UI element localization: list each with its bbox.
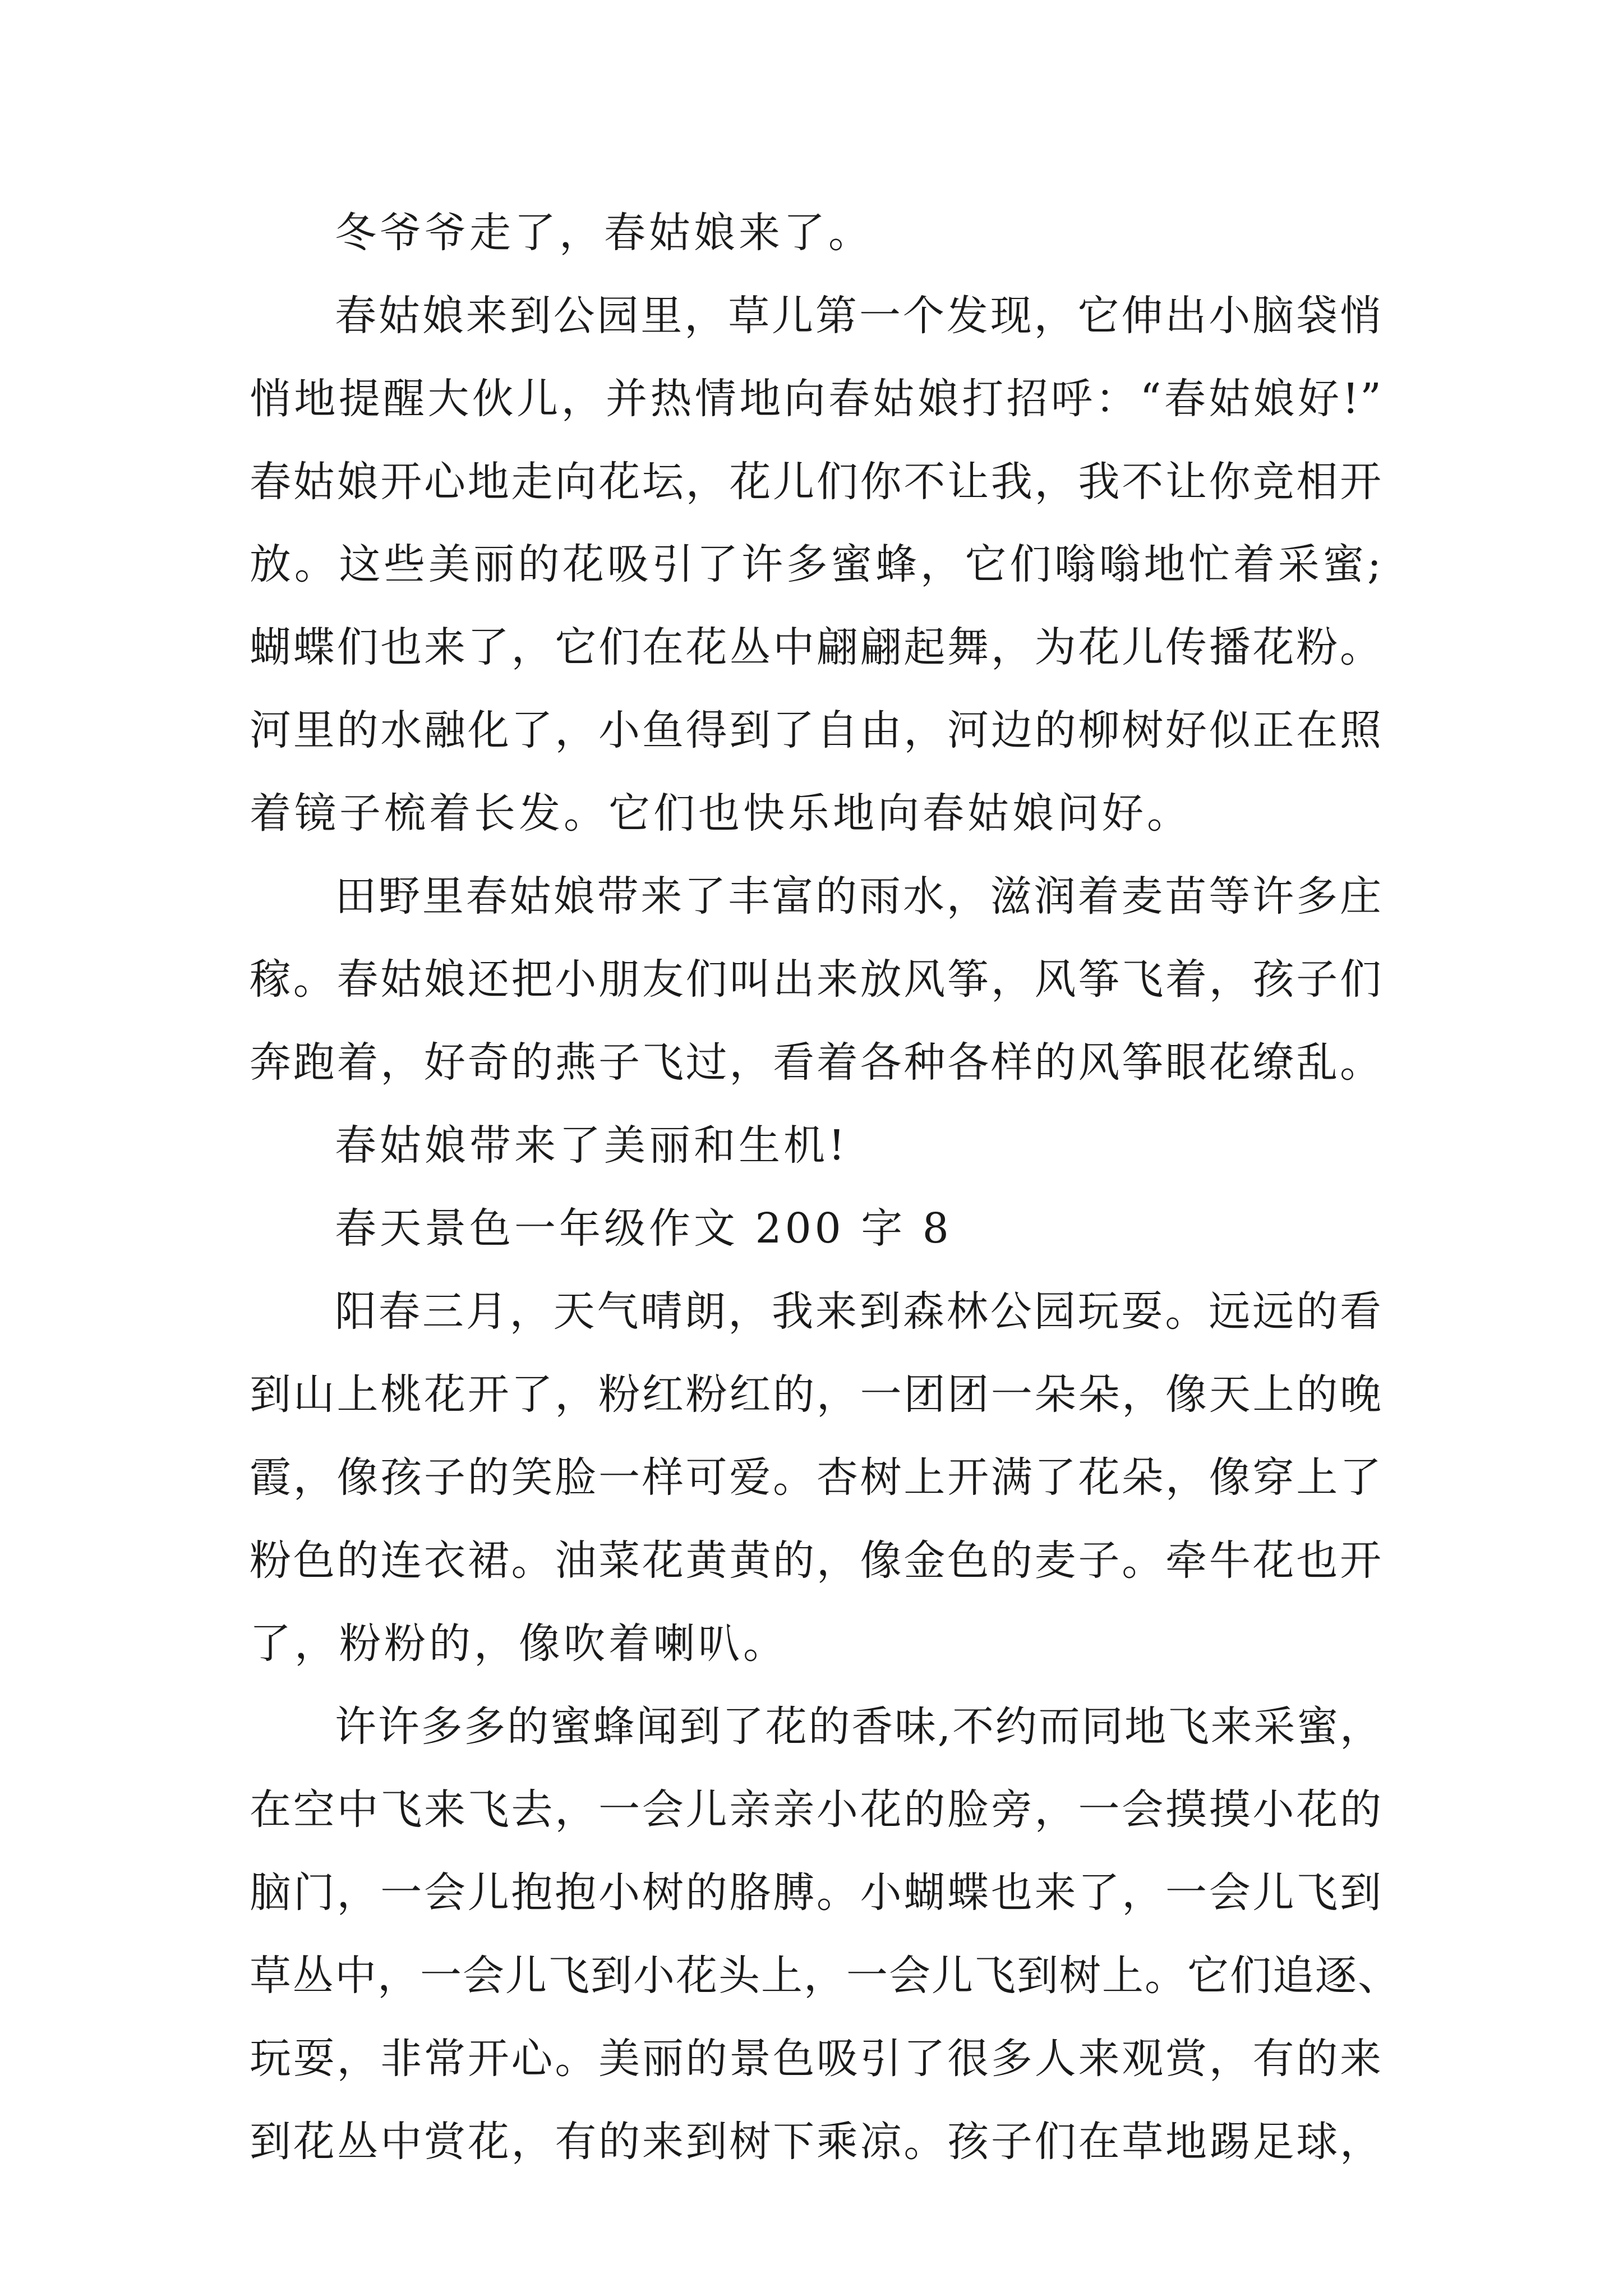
paragraph-line: 草丛中，一会儿飞到小花头上，一会儿飞到树上。它们追逐、 [250,1952,1400,2000]
paragraph-line: 春姑娘带来了美丽和生机! [335,1121,849,1170]
paragraph-line: 霞，像孩子的笑脸一样可爱。杏树上开满了花朵，像穿上了 [250,1453,1382,1502]
paragraph-line: 到山上桃花开了，粉红粉红的，一团团一朵朵，像天上的晚 [250,1370,1382,1419]
paragraph-line: 春姑娘来到公园里，草儿第一个发现，它伸出小脑袋悄 [335,292,1382,340]
paragraph-line: 奔跑着，好奇的燕子飞过，看着各种各样的风筝眼花缭乱。 [250,1038,1382,1087]
paragraph-line: 到花丛中赏花，有的来到树下乘凉。孩子们在草地踢足球， [250,2118,1382,2166]
paragraph-line: 阳春三月，天气晴朗，我来到森林公园玩耍。远远的看 [335,1287,1382,1336]
paragraph-line: 春姑娘开心地走向花坛，花儿们你不让我，我不让你竞相开 [250,458,1382,506]
paragraph-line: 了，粉粉的，像吹着喇叭。 [250,1619,788,1668]
paragraph-line: 放。这些美丽的花吸引了许多蜜蜂，它们嗡嗡地忙着采蜜; [250,540,1382,588]
section-heading: 春天景色一年级作文 200 字 8 [335,1204,952,1253]
paragraph-line: 玩耍，非常开心。美丽的景色吸引了很多人来观赏，有的来 [250,2035,1382,2083]
paragraph-line: 冬爷爷走了，春姑娘来了。 [335,209,873,257]
paragraph-line: 脑门，一会儿抱抱小树的胳膊。小蝴蝶也来了，一会儿飞到 [250,1869,1382,1917]
paragraph-line: 蝴蝶们也来了，它们在花丛中翩翩起舞，为花儿传播花粉。 [250,623,1382,671]
paragraph-line: 许许多多的蜜蜂闻到了花的香味,不约而同地飞来采蜜， [335,1703,1382,1751]
paragraph-line: 河里的水融化了，小鱼得到了自由，河边的柳树好似正在照 [250,706,1382,754]
paragraph-line: 着镜子梳着长发。它们也快乐地向春姑娘问好。 [250,789,1192,838]
paragraph-line: 田野里春姑娘带来了丰富的雨水，滋润着麦苗等许多庄 [335,872,1382,921]
paragraph-line: 在空中飞来飞去，一会儿亲亲小花的脸旁，一会摸摸小花的 [250,1786,1382,1834]
paragraph-line: 悄地提醒大伙儿，并热情地向春姑娘打招呼：“春姑娘好!” [250,375,1382,423]
paragraph-line: 稼。春姑娘还把小朋友们叫出来放风筝，风筝飞着，孩子们 [250,955,1382,1004]
paragraph-line: 粉色的连衣裙。油菜花黄黄的，像金色的麦子。牵牛花也开 [250,1536,1382,1585]
